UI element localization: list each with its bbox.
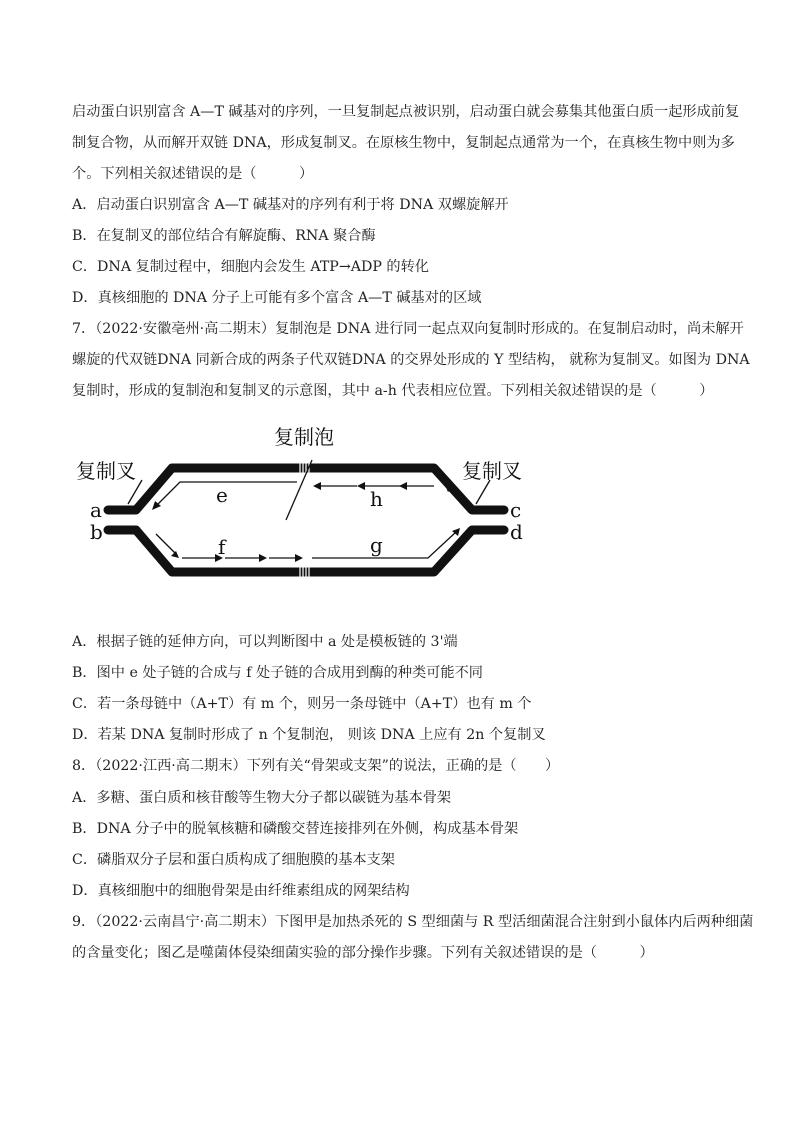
q7-stem-line-3: 复制时，形成的复制泡和复制叉的示意图，其中 a-h 代表相应位置。下列相关叙述错误的是（ ） <box>72 383 714 399</box>
arrow-f-4-head <box>295 554 303 562</box>
bubble-label: 复制泡 <box>274 425 334 449</box>
q6-option-d: D．真核细胞的 DNA 分子上可能有多个富含 A—T 碱基对的区域 <box>72 290 482 306</box>
daughter-strand-g <box>312 532 456 558</box>
replication-bubble-diagram <box>72 420 552 590</box>
bottom-parental-strand <box>108 530 504 572</box>
q8-option-b: B．DNA 分子中的脱氧核糖和磷酸交替连接排列在外侧，构成基本骨架 <box>72 821 519 837</box>
arrow-f-1-head <box>171 551 179 558</box>
arrow-f-3-head <box>259 554 267 562</box>
fork-left-label: 复制叉 <box>76 459 136 483</box>
q6-option-a: A．启动蛋白识别富含 A—T 碱基对的序列有利于将 DNA 双螺旋解开 <box>72 197 509 213</box>
q6-option-c: C．DNA 复制过程中，细胞内会发生 ATP→ADP 的转化 <box>72 259 429 275</box>
arrow-h-2-head <box>357 482 365 490</box>
q9-stem-line-2: 的含量变化；图乙是噬菌体侵染细菌实验的部分操作步骤。下列有关叙述错误的是（ ） <box>72 945 654 961</box>
q6-stem-line-3: 个。下列相关叙述错误的是（ ） <box>72 166 314 182</box>
label-h: h <box>370 487 383 511</box>
q8-stem-line-1: 8．（2022·江西·高二期末）下列有关“骨架或支架”的说法，正确的是（ ） <box>72 758 560 774</box>
label-e: e <box>216 483 228 507</box>
label-f: f <box>218 535 226 559</box>
q7-option-a: A．根据子链的延伸方向，可以判断图中 a 处是模板链的 3'端 <box>72 634 458 650</box>
label-a: a <box>90 498 102 522</box>
arrow-h-3-head <box>399 482 407 490</box>
q8-option-d: D．真核细胞中的细胞骨架是由纤维素组成的网架结构 <box>72 883 410 899</box>
q6-stem-line-1: 启动蛋白识别富含 A—T 碱基对的序列，一旦复制起点被识别，启动蛋白就会募集其他蛋白质一起形成前复 <box>72 104 740 120</box>
arrow-h-1-head <box>313 482 321 490</box>
q9-stem-line-1: 9．（2022·云南昌宁·高二期末）下图甲是加热杀死的 S 型细菌与 R 型活细菌混合注射到小鼠体内后两种细菌 <box>72 914 754 930</box>
fork-right-label: 复制叉 <box>462 459 522 483</box>
label-b: b <box>90 520 103 544</box>
q8-option-c: C．磷脂双分子层和蛋白质构成了细胞膜的基本支架 <box>72 852 395 868</box>
fork-right-pointer-line <box>476 480 490 504</box>
q7-stem-line-1: 7．（2022·安徽亳州·高二期末）复制泡是 DNA 进行同一起点双向复制时形成的。在复制启动时，尚未解开 <box>72 321 744 337</box>
q7-option-d: D．若某 DNA 复制时形成了 n 个复制泡， 则该 DNA 上应有 2n 个复制叉 <box>72 727 546 743</box>
q7-stem-line-2: 螺旋的代双链DNA 同新合成的两条子代双链DNA 的交界处形成的 Y 型结构， 就称为复制叉。如图为 DNA <box>72 352 750 368</box>
q7-option-c: C．若一条母链中（A+T）有 m 个，则另一条母链中（A+T）也有 m 个 <box>72 696 532 712</box>
q6-stem-line-2: 制复合物，从而解开双链 DNA，形成复制叉。在原核生物中，复制起点通常为一个，在真核生物中则为多 <box>72 135 735 151</box>
label-d: d <box>510 520 523 544</box>
q6-option-b: B．在复制叉的部位结合有解旋酶、RNA 聚合酶 <box>72 228 376 244</box>
q8-option-a: A．多糖、蛋白质和核苷酸等生物大分子都以碳链为基本骨架 <box>72 790 452 806</box>
label-g: g <box>370 533 383 557</box>
q7-option-b: B．图中 e 处子链的合成与 f 处子链的合成用到酶的种类可能不同 <box>72 665 483 681</box>
label-c: c <box>510 498 522 522</box>
